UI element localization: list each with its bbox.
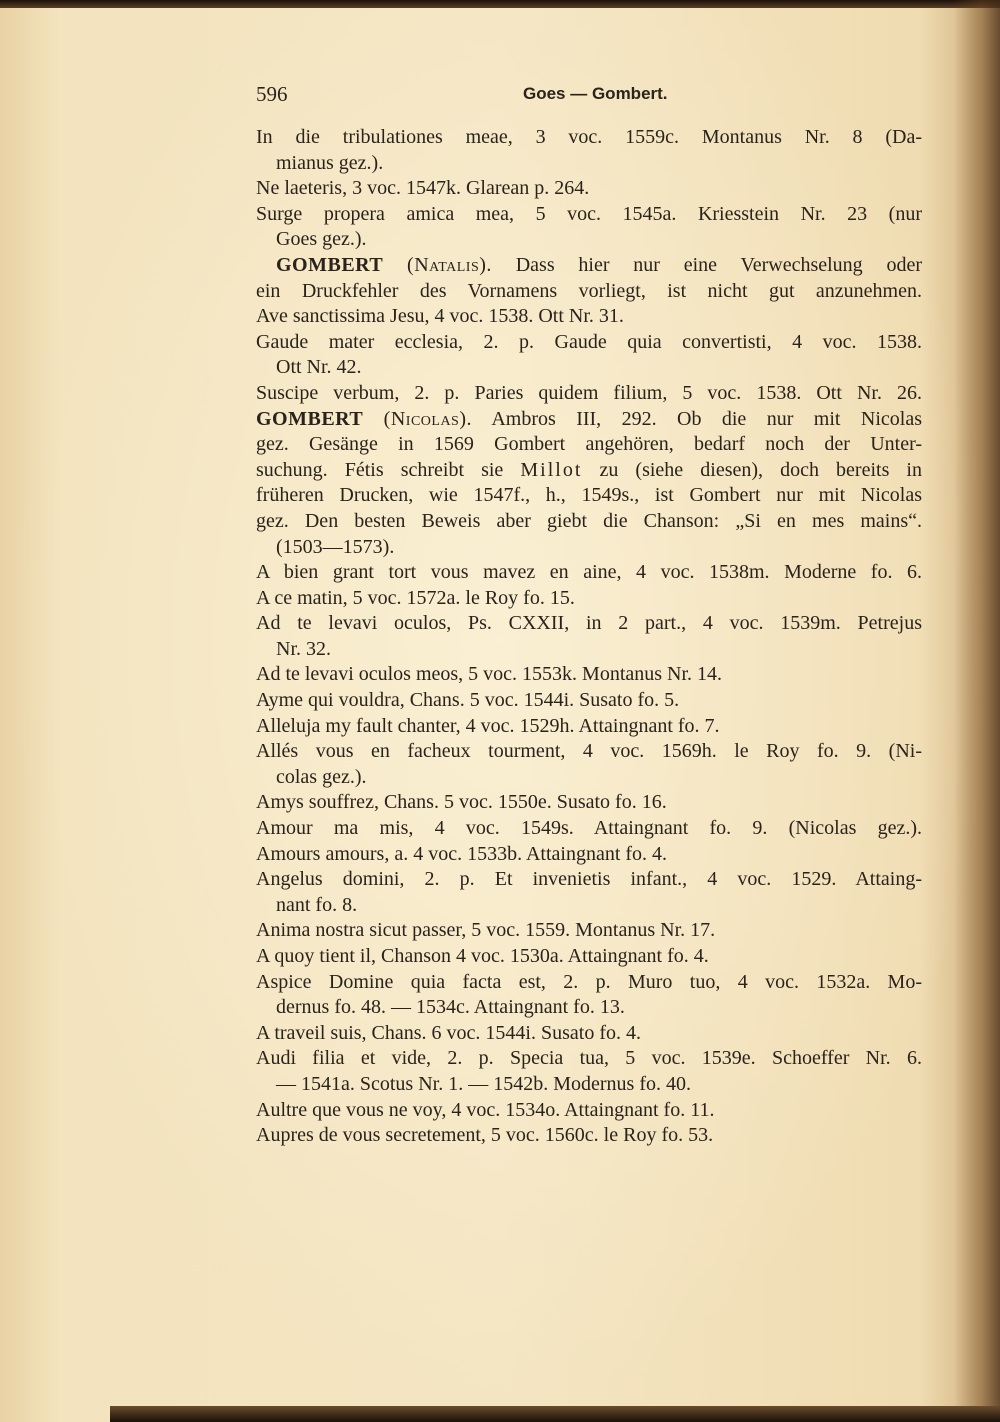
entry-text: Ambros III, 292. Ob die nur mit Nicolas [491, 407, 922, 430]
text-line: Angelus domini, 2. p. Et invenietis infant., 4 voc. 1529. Attaing- [256, 868, 922, 891]
text-line: Audi filia et vide, 2. p. Specia tua, 5 voc. 1539e. Schoeffer Nr. 6. [256, 1047, 922, 1070]
text-line: Nr. 32. [276, 637, 331, 660]
text-line: Aultre que vous ne voy, 4 voc. 1534o. Attaingnant fo. 11. [256, 1098, 715, 1121]
page-gutter-shadow [954, 0, 1000, 1422]
composer-forename: (Natalis). [407, 253, 492, 276]
text-line: ein Druckfehler des Vornamens vorliegt, ist nicht gut anzunehmen. [256, 279, 922, 302]
running-head: Goes — Gombert. [523, 84, 668, 103]
text-line: Alleluja my fault chanter, 4 voc. 1529h. Attaingnant fo. 7. [256, 714, 720, 737]
text-line: — 1541a. Scotus Nr. 1. — 1542b. Modernus fo. 40. [276, 1072, 691, 1095]
text-line: Ne laeteris, 3 voc. 1547k. Glarean p. 264. [256, 177, 590, 200]
text-line: colas gez.). [276, 765, 367, 788]
text-line: Surge propera amica mea, 5 voc. 1545a. Kriesstein Nr. 23 (nur [256, 202, 922, 225]
text-line: gez. Gesänge in 1569 Gombert angehören, bedarf noch der Unter- [256, 433, 922, 456]
text-line: A quoy tient il, Chanson 4 voc. 1530a. Attaingnant fo. 4. [256, 945, 709, 967]
bottom-scan-edge [110, 1406, 1000, 1422]
text-line: nant fo. 8. [276, 893, 358, 916]
text-line: mianus gez.). [276, 151, 384, 174]
text-line: Gaude mater ecclesia, 2. p. Gaude quia convertisti, 4 voc. 1538. [256, 330, 922, 353]
text-line: Ayme qui vouldra, Chans. 5 voc. 1544i. Susato fo. 5. [256, 689, 680, 712]
text-line: Ad te levavi oculos, Ps. CXXII, in 2 part., 4 voc. 1539m. Petrejus [256, 612, 922, 635]
page-body [256, 125, 922, 1149]
text-line: Amour ma mis, 4 voc. 1549s. Attaingnant fo. 9. (Nicolas gez.). [256, 817, 922, 840]
page-number: 596 [256, 82, 288, 106]
text-line: Goes gez.). [276, 228, 367, 251]
text-line: Ott Nr. 42. [276, 356, 362, 379]
text-line: früheren Drucken, wie 1547f., h., 1549s., ist Gombert nur mit Nicolas [256, 484, 922, 507]
text-line: In die tribulationes meae, 3 voc. 1559c. Montanus Nr. 8 (Da- [256, 126, 922, 148]
entry-heading-nicolas [256, 407, 922, 433]
text-line: (1503—1573). [276, 535, 395, 558]
page-header [0, 82, 1000, 112]
text-line: Suscipe verbum, 2. p. Paries quidem filium, 5 voc. 1538. Ott Nr. 26. [256, 381, 922, 404]
text-line: Allés vous en facheux tourment, 4 voc. 1569h. le Roy fo. 9. (Ni- [256, 740, 922, 763]
entry-heading-natalis [256, 253, 922, 279]
text-line: Amours amours, a. 4 voc. 1533b. Attaingnant fo. 4. [256, 842, 668, 865]
text-line: dernus fo. 48. — 1534c. Attaingnant fo. 13. [276, 996, 625, 1019]
text-line: A bien grant tort vous mavez en aine, 4 voc. 1538m. Moderne fo. 6. [256, 561, 922, 584]
text-line: Aupres de vous secretement, 5 voc. 1560c. le Roy fo. 53. [256, 1124, 714, 1147]
text-line: A ce matin, 5 voc. 1572a. le Roy fo. 15. [256, 586, 575, 609]
text-line: Aspice Domine quia facta est, 2. p. Muro tuo, 4 voc. 1532a. Mo- [256, 970, 922, 993]
text-line: suchung. Fétis schreibt sie Millot zu (siehe diesen), doch bereits in [256, 458, 922, 481]
composer-name: GOMBERT [276, 253, 384, 276]
text-line: Amys souffrez, Chans. 5 voc. 1550e. Susato fo. 16. [256, 791, 667, 814]
composer-forename: (Nicolas). [383, 407, 472, 430]
spaced-name: Millot [520, 458, 583, 481]
text-line: Ave sanctissima Jesu, 4 voc. 1538. Ott Nr. 31. [256, 305, 624, 328]
entry-text: Dass hier nur eine Verwechselung oder [515, 253, 922, 276]
text-line: Anima nostra sicut passer, 5 voc. 1559. Montanus Nr. 17. [256, 919, 716, 942]
composer-name: GOMBERT [256, 407, 364, 430]
text-line: A traveil suis, Chans. 6 voc. 1544i. Susato fo. 4. [256, 1021, 641, 1044]
text-line: gez. Den besten Beweis aber giebt die Chanson: „Si en mes mains“. [256, 509, 922, 532]
text-line: Ad te levavi oculos meos, 5 voc. 1553k. Montanus Nr. 14. [256, 663, 723, 686]
top-scan-edge [0, 0, 1000, 8]
